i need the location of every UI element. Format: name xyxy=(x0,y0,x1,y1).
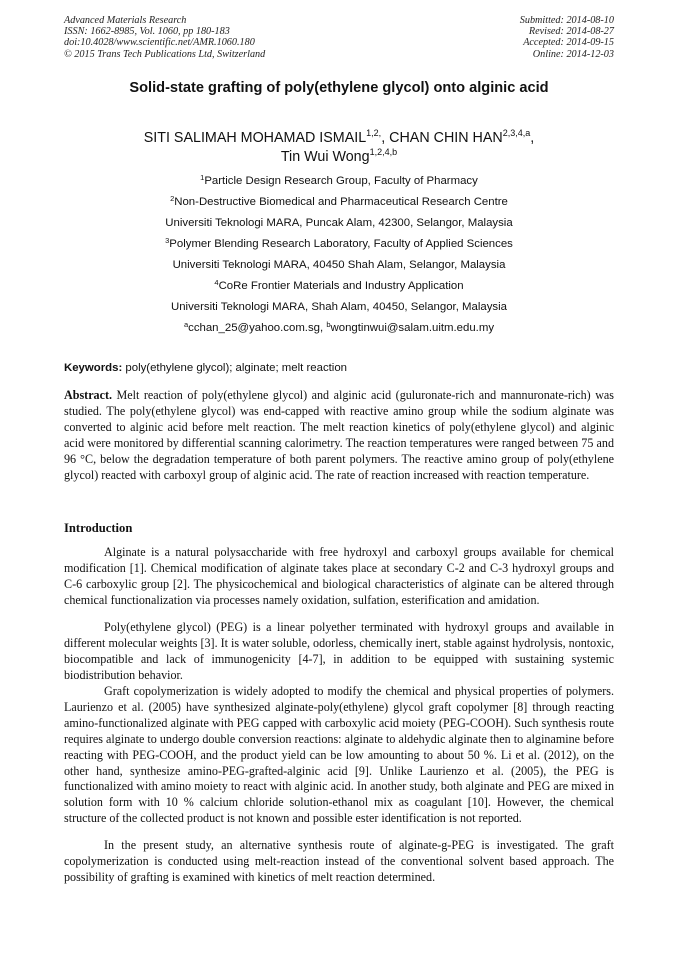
affiliation-text: Universiti Teknologi MARA, 40450 Shah Alam, Selangor, Malaysia xyxy=(172,259,506,271)
intro-paragraph: Graft copolymerization is widely adopted to modify the chemical and physical properties of polymers. Laurienzo et al. (2005) have synthesized alginate-poly(ethylene) glycol graft copolymer [8] through reacting amino-functionalized alginate with PEG capped with carboxylic acid moiety (PEG-COOH). Such synthesis route requires alginate to undergo double conversion reactions: alginate to aldehydic alginate then to alginamine before reacting with PEG-COOH, and the product yield can be low amounting to about 50 %. Li et al. (2012), on the other hand, synthesize amino-PEG-grafted-alginic acid [9]. Unlike Laurienzo et al. (2005), the PEG is functionalized with amino moiety to react with alginic acid. In another study, both alginate and PEG are mixed in solution form with 10 % calcium chloride solution-ethanol mix as coagulant [10]. However, the chemical structure of the collected product is not known and possible ester identification is not reported. xyxy=(64,684,614,826)
affiliation-sup: 3 xyxy=(165,236,170,245)
paper-title: Solid-state grafting of poly(ethylene glycol) onto alginic acid xyxy=(129,80,549,96)
affiliation-line xyxy=(0,259,678,271)
intro-paragraph: In the present study, an alternative synthesis route of alginate-g-PEG is investigated. The graft copolymerization is conducted using melt-reaction instead of the conventional solvent based approach. The possibility of grafting is examined with kinetics of melt reaction determined. xyxy=(64,838,614,884)
date-submitted: Submitted: 2014-08-10 xyxy=(519,15,614,26)
affiliation-sup: 4 xyxy=(214,278,219,287)
author-name: SITI SALIMAH MOHAMAD ISMAIL xyxy=(143,130,367,146)
author-line-1 xyxy=(40,129,638,148)
author-separator: , xyxy=(381,130,390,146)
email-sup: a xyxy=(183,320,189,329)
keywords xyxy=(64,362,347,374)
email-address: wongtinwui@salam.uitm.edu.my xyxy=(330,322,495,334)
affiliation-text: Polymer Blending Research Laboratory, Faculty of Applied Sciences xyxy=(169,238,513,250)
journal-name: Advanced Materials Research xyxy=(64,15,187,26)
affiliation-text: Universiti Teknologi MARA, Shah Alam, 40450, Selangor, Malaysia xyxy=(171,301,507,313)
author-affil-sup: 2,3,4,a xyxy=(502,128,531,138)
affiliation-text: Non-Destructive Biomedical and Pharmaceutical Research Centre xyxy=(174,196,508,208)
affiliation-text: Particle Design Research Group, Faculty of Pharmacy xyxy=(204,175,478,187)
author-name: CHAN CHIN HAN xyxy=(389,130,503,146)
affiliation-text: Universiti Teknologi MARA, Puncak Alam, 42300, Selangor, Malaysia xyxy=(165,217,513,229)
author-affil-sup: 1,2, xyxy=(366,128,382,138)
intro-paragraph: Poly(ethylene glycol) (PEG) is a linear polyether terminated with hydroxyl groups and available in different molecular weights [3]. It is water soluble, odorless, chemically inert, stable against hydrolysis, nontoxic, biocompatible and lack of immunogenicity [4-7], in addition to be equipped with sustaining systemic biodistribution behavior. xyxy=(64,620,614,682)
author-affil-sup: 1,2,4,b xyxy=(369,147,398,157)
email-sup: b xyxy=(326,320,331,329)
author-list xyxy=(40,129,638,167)
affiliation-line xyxy=(0,280,678,292)
affiliation-line xyxy=(0,238,678,250)
journal-header-right xyxy=(520,15,614,60)
email-line xyxy=(0,322,678,334)
keywords-text: poly(ethylene glycol); alginate; melt reaction xyxy=(122,362,347,374)
affiliation-line xyxy=(0,196,678,208)
author-separator: , xyxy=(530,130,535,146)
date-accepted: Accepted: 2014-09-15 xyxy=(523,37,614,49)
date-revised: Revised: 2014-08-27 xyxy=(528,26,614,38)
affiliation-line xyxy=(0,175,678,187)
journal-copyright: © 2015 Trans Tech Publications Ltd, Switzerland xyxy=(64,48,266,60)
affiliation-line xyxy=(0,301,678,313)
abstract-text: Melt reaction of poly(ethylene glycol) and alginic acid (guluronate-rich and mannuronate-rich) was studied. The poly(ethylene glycol) was end-capped with reactive amino group while the sodium alginate was converted to alginic acid before melt reaction. The melt reaction kinetics of poly(ethylene glycol) and alginic acid were monitored by differential scanning calorimetry. The reaction temperatures were ranged between 75 and 96 °C, below the degradation temperature of both parent polymers. The reactive amino group of poly(ethylene glycol) reacted with carboxyl group of alginic acid. The rate of reaction increased with reaction temperature. xyxy=(64,388,614,482)
email-address: cchan_25@yahoo.com.sg, xyxy=(188,322,327,334)
affiliation-line xyxy=(0,217,678,229)
keywords-label: Keywords: xyxy=(64,362,123,374)
affiliation-sup: 1 xyxy=(200,173,205,182)
intro-paragraph: Alginate is a natural polysaccharide with free hydroxyl and carboxyl groups available for chemical modification [1]. Chemical modification of alginate takes place at secondary C-2 and C-3 hydroxyl groups and C-6 carboxylic group [2]. The physicochemical and biological characteristics of alginate can be altered through chemical functionalization via processes namely oxidation, sulfation, esterification and amidation. xyxy=(64,545,614,607)
journal-issn: ISSN: 1662-8985, Vol. 1060, pp 180-183 xyxy=(64,26,230,38)
journal-doi: doi:10.4028/www.scientific.net/AMR.1060.180 xyxy=(64,37,255,49)
section-heading: Introduction xyxy=(64,521,133,535)
author-name: Tin Wui Wong xyxy=(280,149,370,165)
abstract xyxy=(64,388,614,483)
affiliation-sup: 2 xyxy=(170,194,175,203)
date-online: Online: 2014-12-03 xyxy=(532,48,614,60)
journal-header-left xyxy=(64,15,265,60)
author-line-2 xyxy=(40,148,638,167)
affiliation-text: CoRe Frontier Materials and Industry Application xyxy=(218,280,464,292)
abstract-label: Abstract. xyxy=(64,388,113,402)
